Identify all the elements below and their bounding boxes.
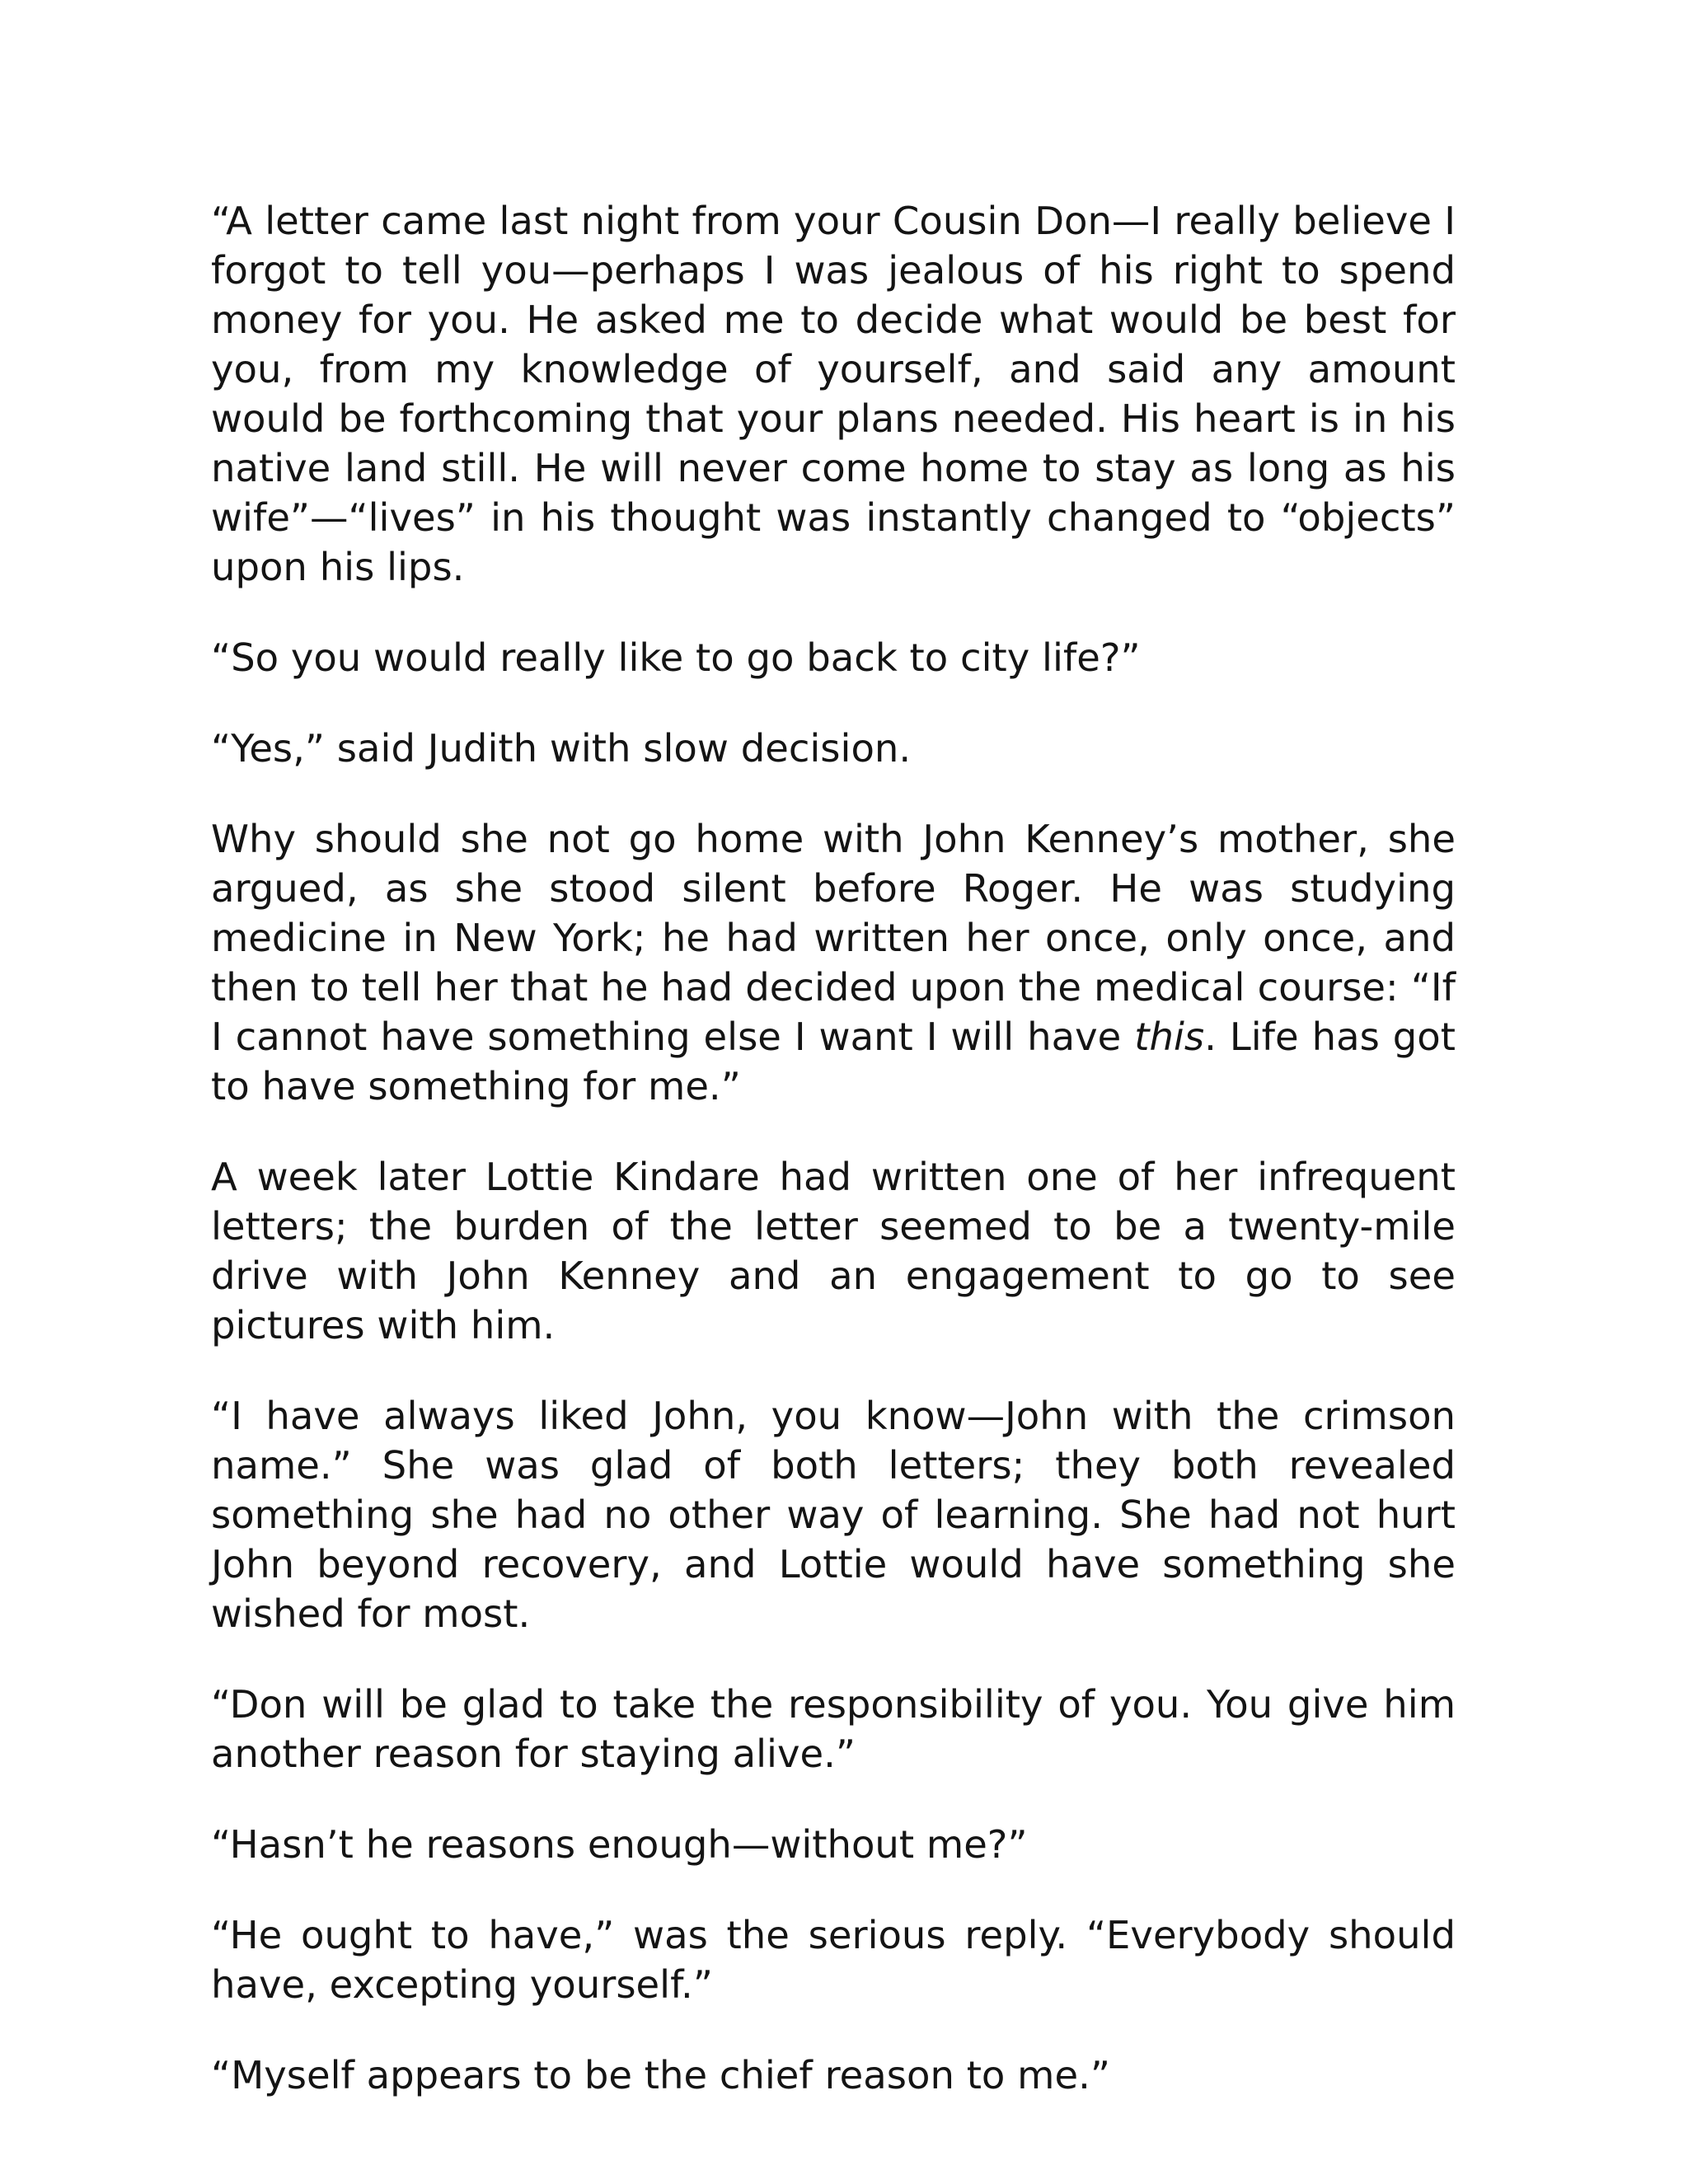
paragraph-john-kenney	[211, 814, 1456, 1111]
paragraph-letter-from-don: “A letter came last night from your Cousin Don—I really believe I forgot to tell you—perhaps I was jealous of his right to spend money for you. He asked me to decide what would be best for you, from my knowledge of yourself, and said any amount would be forthcoming that your plans needed. His heart is in his native land still. He will never come home to stay as long as his wife”—“lives” in his thought was instantly changed to “objects” upon his lips.	[211, 199, 1456, 589]
paragraph-reasons-enough: “Hasn’t he reasons enough—without me?”	[211, 1822, 1028, 1867]
paragraph-serious-reply: “He ought to have,” was the serious reply. “Everybody should have, excepting yourself.”	[211, 1913, 1456, 2007]
paragraph-judith-decision: “Yes,” said Judith with slow decision.	[211, 726, 912, 771]
paragraph-city-life-question: “So you would really like to go back to city life?”	[211, 635, 1141, 680]
document-page	[211, 196, 1456, 2141]
italic-this: this	[1134, 1015, 1205, 1059]
paragraph-lottie-letter: A week later Lottie Kindare had written one of her infrequent letters; the burden of the letter seemed to be a twenty-mile drive with John Kenney and an engagement to go to see pictures with him.	[211, 1155, 1456, 1347]
paragraph-crimson-name: “I have always liked John, you know—John with the crimson name.” She was glad of both letters; they both revealed something she had no other way of learning. She had not hurt John beyond recovery, and Lottie would have something she wished for most.	[211, 1394, 1456, 1636]
paragraph-john-kenney-after: . Life has got to have something for me.”	[211, 1015, 1456, 1108]
paragraph-john-kenney-before: Why should she not go home with John Kenney’s mother, she argued, as she stood silent before Roger. He was studying medicine in New York; he had written her once, only once, and then to tell her that he had decided upon the medical course: “If I cannot have something else I want I will have	[211, 817, 1456, 1059]
paragraph-chief-reason: “Myself appears to be the chief reason to me.”	[211, 2053, 1110, 2097]
paragraph-don-responsibility: “Don will be glad to take the responsibility of you. You give him another reason for staying alive.”	[211, 1682, 1456, 1776]
